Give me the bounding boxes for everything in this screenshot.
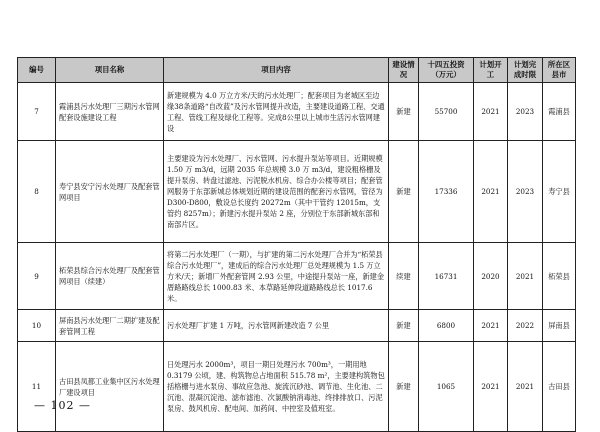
- row-name: 屏南县污水处理厂二期扩建及配套管网工程: [56, 310, 164, 342]
- row-content: 污水处理厂扩建 1 万吨，污水管网新建改造 7 公里: [164, 310, 389, 342]
- row-content: 将第二污水处理厂（一期），与扩建的第二污水处理厂合并为“柘荣县综合污水处理厂”，建成后的综合污水处理厂总处理规模为 1.5 万立方米/天；新增厂外配套管网 2.93 公里，中途提升泵站一座，新建金厝路路线总长 1000.83 米、本草路延伸段道路路线总长 1017.6 米。: [164, 243, 389, 310]
- row-num: 7: [18, 83, 56, 141]
- row-content: 日处理污水 2000m³，项目一期日处理污水 700m³，一期用地 0.3179 公顷，建、构筑物总占地面积 515.78 m²，主要建构筑物包括格栅与进水泵房、事故应急池、旋流沉砂池、调节池、生化池、二沉池、混凝沉淀池、滤布滤池、次氯酸钠消毒池、终排排放口、污泥泵房、鼓风机房、配电间、加药间、中控室及值班室。: [164, 342, 389, 432]
- row-type: 续建: [389, 243, 419, 310]
- row-county: 霞浦县: [543, 83, 576, 141]
- table-row: [18, 243, 576, 310]
- row-end: 2021: [508, 342, 543, 432]
- row-county: 柘荣县: [543, 243, 576, 310]
- row-county: 屏南县: [543, 310, 576, 342]
- row-investment: 1065: [419, 342, 474, 432]
- row-investment: 17336: [419, 141, 474, 243]
- table-row: [18, 141, 576, 243]
- table-row: [18, 342, 576, 432]
- header-content: 项目内容: [164, 58, 389, 83]
- row-num: 11: [18, 342, 56, 432]
- header-type: 建设情况: [389, 58, 419, 83]
- row-type: 新建: [389, 83, 419, 141]
- row-start: 2021: [474, 141, 508, 243]
- row-end: 2022: [508, 310, 543, 342]
- row-county: 寿宁县: [543, 141, 576, 243]
- row-num: 10: [18, 310, 56, 342]
- row-end: 2021: [508, 243, 543, 310]
- row-start: 2021: [474, 310, 508, 342]
- header-start: 计划开工: [474, 58, 508, 83]
- row-county: 古田县: [543, 342, 576, 432]
- table-header-row: [18, 58, 576, 83]
- row-type: 新建: [389, 141, 419, 243]
- project-table: [17, 57, 576, 432]
- table-row: [18, 83, 576, 141]
- header-name: 项目名称: [56, 58, 164, 83]
- row-content: 新建规模为 4.0 万立方米/天的污水处理厂；配套项目为老城区至边缘38条道路“自改蓝”及污水管网提升改造，主要建设道路工程、交通工程、管线工程及绿化工程等。完成8公里以上城市生活污水管网建设: [164, 83, 389, 141]
- row-end: 2023: [508, 141, 543, 243]
- header-county: 所在区县市: [543, 58, 576, 83]
- row-investment: 6800: [419, 310, 474, 342]
- row-investment: 55700: [419, 83, 474, 141]
- row-start: 2021: [474, 83, 508, 141]
- row-name: 霞浦县污水处理厂三期污水管网配套设施建设工程: [56, 83, 164, 141]
- header-num: 编号: [18, 58, 56, 83]
- row-type: 新建: [389, 310, 419, 342]
- header-investment: 十四五投资（万元）: [419, 58, 474, 83]
- header-end: 计划完成时限: [508, 58, 543, 83]
- row-content: 主要建设为污水处理厂、污水管网、污水提升泵站等项目。近期规模 1.50 万 m3/d，远期 2035 年总规模 3.0 万 m3/d，建设粗格栅及提升泵房、转盘过滤池、污泥脱水机房、综合办公楼等项目；配套管网服务于东部新城总体规划近期的建设范围的配套污水管网，管径为 D300-D800，敷设总长度约 20272m（其中干管约 12015m，支管约 8257m）；新建污水提升泵站 2 座，分别位于东部新城东部和南部片区。: [164, 141, 389, 243]
- row-type: 新建: [389, 342, 419, 432]
- row-num: 9: [18, 243, 56, 310]
- row-name: 古田县凤都工业集中区污水处理厂建设项目: [56, 342, 164, 432]
- row-start: 2020: [474, 243, 508, 310]
- row-name: 柘荣县综合污水处理厂及配套管网项目（续建）: [56, 243, 164, 310]
- row-name: 寿宁县安宁污水处理厂及配套管网项目: [56, 141, 164, 243]
- table-row: [18, 310, 576, 342]
- page-number: — 102 —: [34, 399, 91, 412]
- row-num: 8: [18, 141, 56, 243]
- row-investment: 16731: [419, 243, 474, 310]
- row-start: 2021: [474, 342, 508, 432]
- row-end: 2023: [508, 83, 543, 141]
